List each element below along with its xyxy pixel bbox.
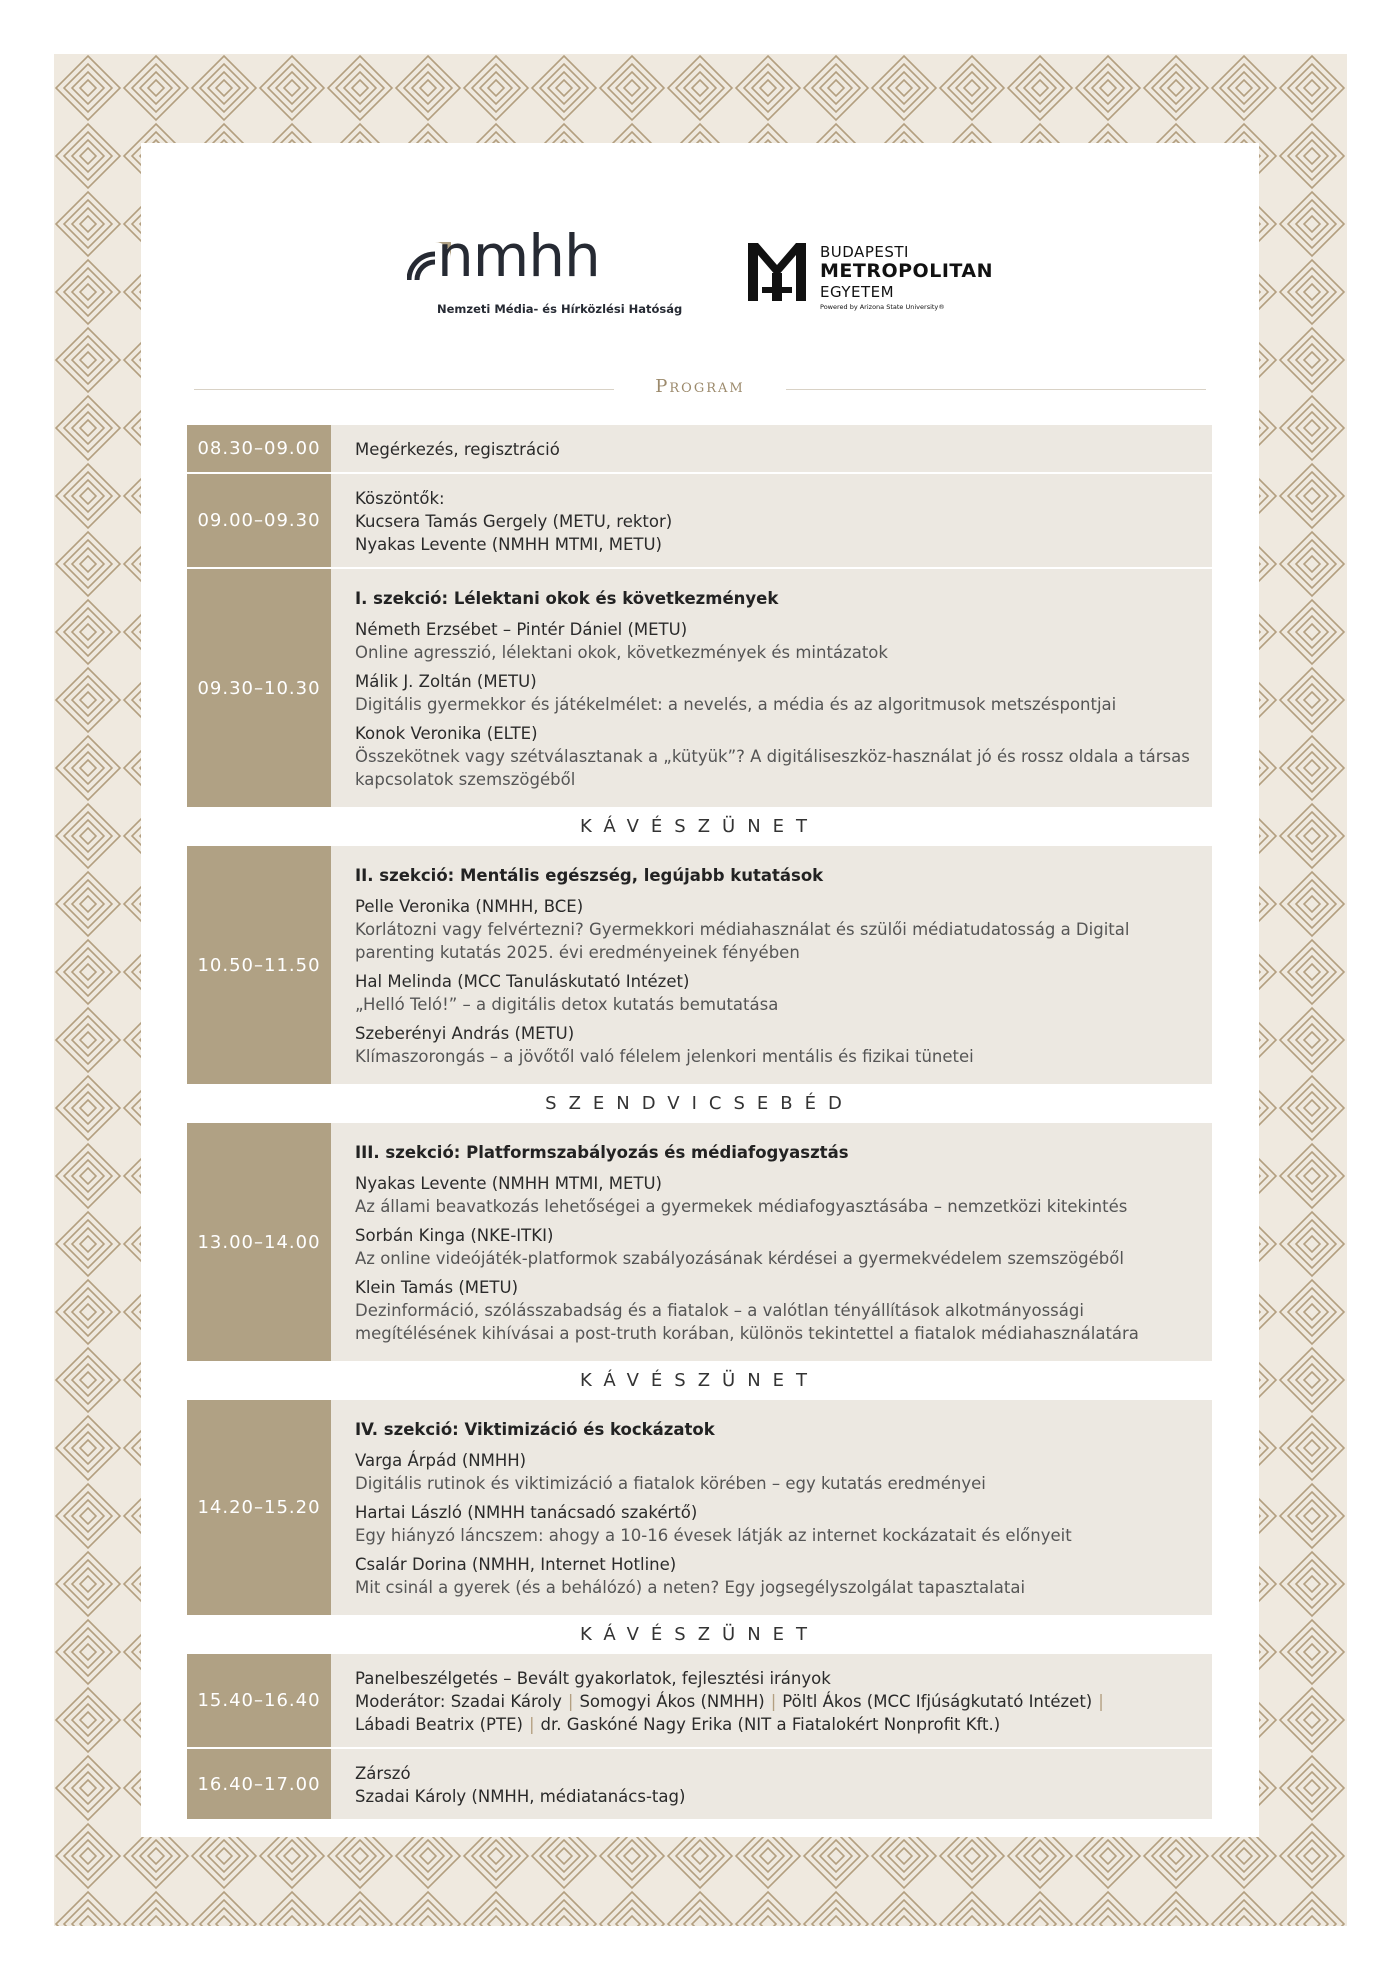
talk-speaker: Szeberényi András (METU) xyxy=(355,1024,575,1043)
nmhh-wordmark: nmhh xyxy=(437,222,600,290)
item-text: Köszöntők: xyxy=(355,489,445,508)
time-slot: 08.30–09.00 xyxy=(187,425,331,472)
talk-title: Az online videójáték-platformok szabályozásának kérdései a gyermekvédelem szemszögéből xyxy=(355,1249,1124,1268)
program-title: Program xyxy=(655,376,745,397)
separator: | xyxy=(1098,1692,1104,1711)
row-content xyxy=(331,1400,1212,1615)
talk xyxy=(355,1553,1194,1599)
separator: | xyxy=(567,1692,574,1711)
talk-speaker: Nyakas Levente (NMHH MTMI, METU) xyxy=(355,1174,662,1193)
row-content xyxy=(331,569,1212,807)
session-heading: III. szekció: Platformszabályozás és médiafogyasztás xyxy=(355,1143,849,1162)
time-slot: 09.30–10.30 xyxy=(187,569,331,807)
talk-title: „Helló Teló!” – a digitális detox kutatás bemutatása xyxy=(355,995,779,1014)
time-slot: 15.40–16.40 xyxy=(187,1654,331,1747)
talk-speaker: Hartai László (NMHH tanácsadó szakértő) xyxy=(355,1503,698,1522)
title-rule-right xyxy=(786,389,1206,390)
session-heading: II. szekció: Mentális egészség, legújabb kutatások xyxy=(355,866,824,885)
separator: | xyxy=(528,1715,535,1734)
talk-title: Digitális rutinok és viktimizáció a fiatalok körében – egy kutatás eredményei xyxy=(355,1474,986,1493)
talk-title: Klímaszorongás – a jövőtől való félelem jelenkori mentális és fizikai tünetei xyxy=(355,1047,974,1066)
talk-title: Összekötnek vagy szétválasztanak a „kütyük”? A digitáliseszköz-használat jó és rossz oldala a társas kapcsolatok szemszögéből xyxy=(355,747,1190,789)
panel-participant: Pöltl Ákos (MCC Ifjúságkutató Intézet) xyxy=(782,1692,1093,1711)
schedule-row xyxy=(187,425,1212,472)
time-slot: 13.00–14.00 xyxy=(187,1123,331,1361)
panel-participants xyxy=(355,1713,1194,1736)
metu-name-line3: EGYETEM xyxy=(820,283,895,301)
talk xyxy=(355,722,1194,791)
panel-moderator: Moderátor: Szadai Károly xyxy=(355,1692,562,1711)
panel-participants xyxy=(355,1690,1194,1713)
talk-title: Az állami beavatkozás lehetőségei a gyermekek médiafogyasztásába – nemzetközi kitekintés xyxy=(355,1197,1128,1216)
talk-title: Digitális gyermekkor és játékelmélet: a nevelés, a média és az algoritmusok metszéspontjai xyxy=(355,695,1117,714)
talk xyxy=(355,970,1194,1016)
row-content xyxy=(331,1749,1212,1819)
talk-speaker: Hal Melinda (MCC Tanuláskutató Intézet) xyxy=(355,972,690,991)
panel-title: Panelbeszélgetés – Bevált gyakorlatok, fejlesztési irányok xyxy=(355,1669,831,1688)
talk xyxy=(355,1172,1194,1218)
talk-speaker: Málik J. Zoltán (METU) xyxy=(355,672,537,691)
item-text: Szadai Károly (NMHH, médiatanács-tag) xyxy=(355,1787,686,1806)
time-slot: 16.40–17.00 xyxy=(187,1749,331,1819)
metu-name-line2: METROPOLITAN xyxy=(820,260,993,282)
talk-title: Dezinformáció, szólásszabadság és a fiatalok – a valótlan tényállítások alkotmányossági megítélésének kihívásai a post-truth korában, különös tekintettel a fiatalok médiahasználatára xyxy=(355,1301,1139,1343)
break-label: KÁVÉSZÜNET xyxy=(579,1370,820,1391)
break-label: SZENDVICSEBÉD xyxy=(545,1093,854,1114)
nmhh-subtitle: Nemzeti Média- és Hírközlési Hatóság xyxy=(437,302,683,316)
talk xyxy=(355,895,1194,964)
panel-participant: Somogyi Ákos (NMHH) xyxy=(579,1692,765,1711)
talk xyxy=(355,618,1194,664)
item-text: Kucsera Tamás Gergely (METU, rektor) xyxy=(355,512,673,531)
item-text: Megérkezés, regisztráció xyxy=(355,440,560,459)
nmhh-logo xyxy=(407,222,707,326)
metu-logo xyxy=(748,243,1028,323)
time-slot: 09.00–09.30 xyxy=(187,474,331,567)
schedule-row xyxy=(187,1123,1212,1361)
separator: | xyxy=(770,1692,777,1711)
talk-speaker: Németh Erzsébet – Pintér Dániel (METU) xyxy=(355,620,688,639)
break-label: KÁVÉSZÜNET xyxy=(579,1624,820,1645)
talk-speaker: Klein Tamás (METU) xyxy=(355,1278,519,1297)
schedule-row xyxy=(187,846,1212,1084)
schedule-row xyxy=(187,1749,1212,1819)
row-content xyxy=(331,474,1212,567)
schedule-row xyxy=(187,474,1212,567)
metu-logo-mark-icon xyxy=(748,243,806,301)
talk xyxy=(355,1224,1194,1270)
talk-speaker: Pelle Veronika (NMHH, BCE) xyxy=(355,897,584,916)
row-content xyxy=(331,425,1212,472)
metu-powered-by: Powered by Arizona State University® xyxy=(820,303,945,311)
schedule-row xyxy=(187,569,1212,807)
talk-title: Egy hiányzó láncszem: ahogy a 10-16 évesek látják az internet kockázatait és előnyeit xyxy=(355,1526,1072,1545)
metu-name-line1: BUDAPESTI xyxy=(820,243,909,261)
talk-speaker: Sorbán Kinga (NKE-ITKI) xyxy=(355,1226,554,1245)
row-content xyxy=(331,846,1212,1084)
item-text: Zárszó xyxy=(355,1764,411,1783)
talk xyxy=(355,1501,1194,1547)
session-heading: I. szekció: Lélektani okok és következmények xyxy=(355,589,779,608)
row-content xyxy=(331,1123,1212,1361)
talk xyxy=(355,1449,1194,1495)
schedule-row xyxy=(187,1654,1212,1747)
row-content xyxy=(331,1654,1212,1747)
talk-title: Mit csinál a gyerek (és a behálózó) a neten? Egy jogsegélyszolgálat tapasztalatai xyxy=(355,1578,1026,1597)
talk-speaker: Csalár Dorina (NMHH, Internet Hotline) xyxy=(355,1555,677,1574)
talk-title: Online agresszió, lélektani okok, következmények és mintázatok xyxy=(355,643,888,662)
talk xyxy=(355,670,1194,716)
schedule xyxy=(187,425,1212,1821)
time-slot: 14.20–15.20 xyxy=(187,1400,331,1615)
talk xyxy=(355,1022,1194,1068)
talk-speaker: Konok Veronika (ELTE) xyxy=(355,724,538,743)
session-heading: IV. szekció: Viktimizáció és kockázatok xyxy=(355,1420,715,1439)
title-rule-left xyxy=(194,389,614,390)
panel-participant: Lábadi Beatrix (PTE) xyxy=(355,1715,523,1734)
break-label: KÁVÉSZÜNET xyxy=(579,816,820,837)
panel-participant: dr. Gaskóné Nagy Erika (NIT a Fiatalokért Nonprofit Kft.) xyxy=(540,1715,1001,1734)
talk-speaker: Varga Árpád (NMHH) xyxy=(355,1451,527,1470)
schedule-row xyxy=(187,1400,1212,1615)
time-slot: 10.50–11.50 xyxy=(187,846,331,1084)
talk-title: Korlátozni vagy felvértezni? Gyermekkori médiahasználat és szülői médiatudatosság a Digital parenting kutatás 2025. évi eredményeinek fényében xyxy=(355,920,1130,962)
item-text: Nyakas Levente (NMHH MTMI, METU) xyxy=(355,535,662,554)
talk xyxy=(355,1276,1194,1345)
